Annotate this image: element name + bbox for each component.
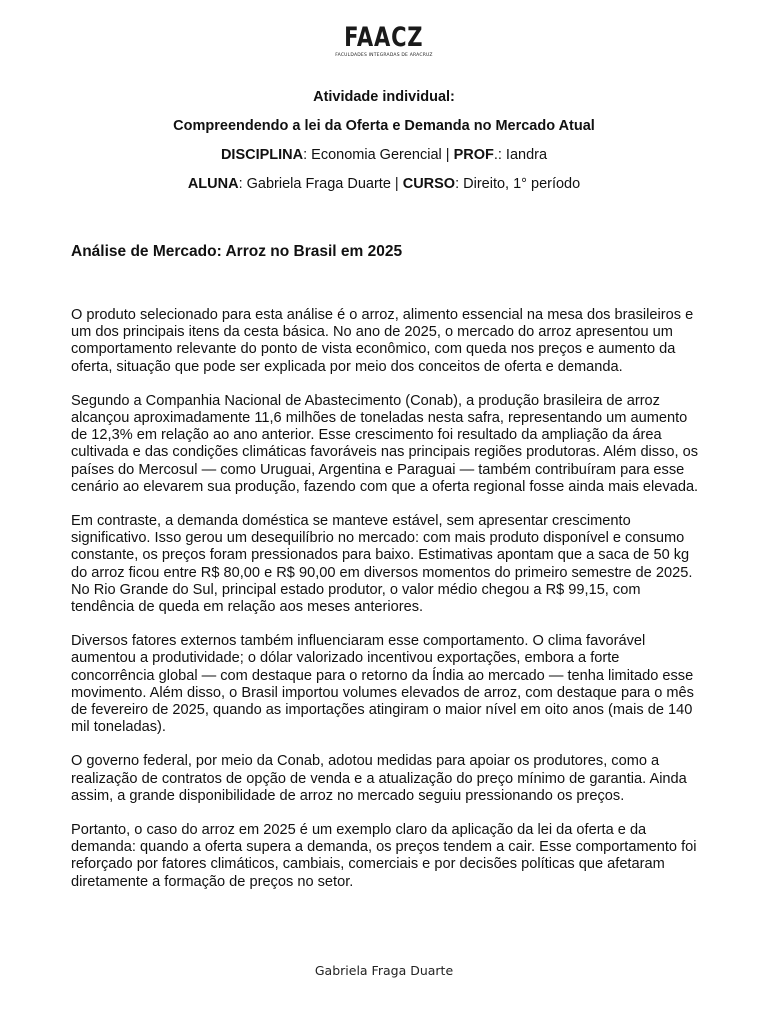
course-value: : Direito, 1° período: [455, 176, 581, 192]
paragraph-3: Em contraste, a demanda doméstica se manteve estável, sem apresentar crescimento significativo. Isso gerou um desequilíbrio no mercado: com mais produto disponível e consumo constante, os preços foram pressionados para baixo. Estimativas apontam que a saca de 50 kg do arroz ficou entre R$ 80,00 e R$ 90,00 em diversos momentos do primeiro semestre de 2025. No Rio Grande do Sul, principal estado produtor, o valor médio chegou a R$ 99,15, com tendência de queda em relação aos meses anteriores.: [71, 513, 693, 616]
paragraph-1: O produto selecionado para esta análise é o arroz, alimento essencial na mesa dos brasileiros e um dos principais itens da cesta básica. No ano de 2025, o mercado do arroz apresentou um comportamento relevante do ponto de vista econômico, com queda nos preços e aumento da oferta, situação que pode ser explicada por meio dos conceitos de oferta e demanda.: [71, 307, 694, 375]
prof-label: PROF: [453, 147, 494, 163]
logo-wordmark: FAACZ: [344, 22, 424, 53]
paragraph-5: O governo federal, por meio da Conab, adotou medidas para apoiar os produtores, como a realização de contratos de opção de venda e a atualização do preço mínimo de garantia. Ainda assim, a grande disponibilidade de arroz no mercado seguiu pressionando os preços.: [71, 753, 687, 804]
prof-value: .: Iandra: [493, 147, 548, 163]
document-body: [71, 307, 707, 908]
course-label: CURSO: [402, 176, 456, 192]
discipline-value: : Economia Gerencial |: [303, 147, 454, 163]
document-title: Compreendendo a lei da Oferta e Demanda no Mercado Atual: [173, 118, 595, 134]
paragraph-2: Segundo a Companhia Nacional de Abastecimento (Conab), a produção brasileira de arroz alcançou aproximadamente 11,6 milhões de toneladas nesta safra, representando um aumento de 12,3% em relação ao ano anterior. Esse crescimento foi resultado da ampliação da área cultivada e das condições climáticas favoráveis nas principais regiões produtoras. Além disso, os países do Mercosul — como Uruguai, Argentina e Paraguai — também contribuíram para esse cenário ao elevarem sua produção, fazendo com que a oferta regional fosse ainda mais elevada.: [71, 392, 699, 495]
paragraph-4: Diversos fatores externos também influenciaram esse comportamento. O clima favorável aumentou a produtividade; o dólar valorizado incentivou exportações, embora a forte concorrência global — com destaque para o retorno da Índia ao mercado — tenha limitado esse movimento. Além disso, o Brasil importou volumes elevados de arroz, com destaque para o mês de fevereiro de 2025, quando as importações atingiram o maior nível em oito anos (mais de 140 mil toneladas).: [71, 633, 694, 736]
student-value: : Gabriela Fraga Duarte |: [238, 176, 403, 192]
student-line: [0, 175, 768, 193]
section-title: Análise de Mercado: Arroz no Brasil em 2025: [71, 243, 403, 260]
activity-label: Atividade individual:: [313, 89, 455, 105]
page-footer: Gabriela Fraga Duarte: [314, 963, 454, 978]
discipline-line: [0, 146, 768, 164]
logo-tagline: FACULDADES INTEGRADAS DE ARACRUZ: [335, 53, 433, 58]
paragraph-6: Portanto, o caso do arroz em 2025 é um exemplo claro da aplicação da lei da oferta e da demanda: quando a oferta supera a demanda, os preços tendem a cair. Esse comportamento foi reforçado por fatores climáticos, cambiais, comerciais e por decisões políticas que afetaram diretamente a formação de preços no setor.: [71, 822, 697, 890]
discipline-label: DISCIPLINA: [220, 147, 304, 163]
student-label: ALUNA: [187, 176, 239, 192]
institution-logo: [0, 24, 768, 59]
